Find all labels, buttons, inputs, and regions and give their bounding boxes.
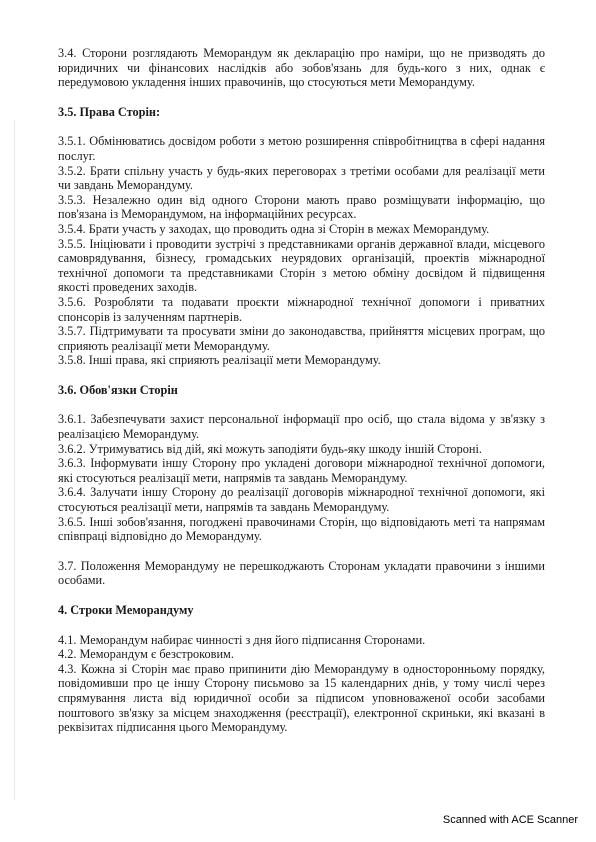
paragraph-3-5-3: 3.5.3. Незалежно один від одного Сторони мають право розміщувати інформацію, що пов'язана із Меморандумом, на інформаційних ресурсах. (58, 192, 545, 222)
paragraph-3-6-1: 3.6.1. Забезпечувати захист персональної інформації про осіб, що стала відома у зв'язку з реалізацією Меморандуму. (58, 412, 545, 442)
paragraph-3-5-2: 3.5.2. Брати спільну участь у будь-яких переговорах з третіми особами для реалізації мети чи завдань Меморандуму. (58, 163, 545, 193)
paragraph-3-6-2: 3.6.2. Утримуватись від дій, які можуть заподіяти будь-яку шкоду іншій Стороні. (58, 441, 482, 456)
paragraph-3-5-8: 3.5.8. Інші права, які сприяють реалізації мети Меморандуму. (58, 353, 381, 368)
paragraph-4-2: 4.2. Меморандум є безстроковим. (58, 647, 234, 662)
paragraph-3-7: 3.7. Положення Меморандуму не перешкоджають Сторонам укладати правочини з іншими особами. (58, 558, 545, 588)
scan-edge-line (14, 120, 15, 800)
paragraph-3-6-3: 3.6.3. Інформувати іншу Сторону про укладені договори міжнародної технічної допомоги, які стосуються реалізації мети, напрямів та завдань Меморандуму. (58, 456, 545, 485)
paragraph-3-6-4: 3.6.4. Залучати іншу Сторону до реалізації договорів міжнародної технічної допомоги, які стосуються реалізації мети, напрямів та завдань Меморандуму. (58, 485, 545, 515)
paragraph-3-6-5: 3.6.5. Інші зобов'язання, погоджені правочинами Сторін, що відповідають меті та напрямам співпраці відповідно до Меморандуму. (58, 514, 545, 544)
heading-3-5-rights: 3.5. Права Сторін: (58, 104, 161, 119)
paragraph-3-5-5: 3.5.5. Ініціювати і проводити зустрічі з представниками органів державної влади, місцевого самоврядування, бізнесу, громадських неурядових організацій, проектів міжнародної технічної допомоги та представниками Сторін з метою обміну досвідом й підвищення якості проведених заходів. (58, 236, 545, 295)
paragraph-4-1: 4.1. Меморандум набирає чинності з дня його підписання Сторонами. (58, 632, 426, 647)
paragraph-3-5-1: 3.5.1. Обмінюватись досвідом роботи з метою розширення співробітництва в сфері надання послуг. (58, 134, 545, 163)
paragraph-3-5-7: 3.5.7. Підтримувати та просувати зміни до законодавства, прийняття місцевих програм, що сприяють реалізації мети Меморандуму. (58, 324, 545, 353)
document-body (58, 46, 545, 735)
scanner-watermark: Scanned with ACE Scanner (442, 814, 578, 826)
paragraph-3-4: 3.4. Сторони розглядають Меморандум як декларацію про наміри, що не призводять до юридичних чи фінансових наслідків або зобов'язань для будь-кого з них, однак є передумовою укладення інших правочинів, що стосуються мети Меморандуму. (58, 46, 545, 90)
paragraph-4-3: 4.3. Кожна зі Сторін має право припинити дію Меморандуму в односторонньому порядку, повідомивши про це іншу Сторону письмово за 15 календарних днів, у тому числі через спрямування листа від юридичної особи за підписом уповноваженої особи засобами поштового зв'язку за місцем знаходження (реєстрації), електронної скриньки, які вказані в реквізитах підписання цього Меморандуму. (58, 661, 545, 735)
paragraph-3-5-6: 3.5.6. Розробляти та подавати проєкти міжнародної технічної допомоги і приватних спонсорів із залученням партнерів. (58, 294, 545, 324)
paragraph-3-5-4: 3.5.4. Брати участь у заходах, що проводить одна зі Сторін в межах Меморандуму. (58, 221, 490, 236)
heading-3-6-obligations: 3.6. Обов'язки Сторін (58, 382, 178, 397)
heading-4-terms: 4. Строки Меморандуму (58, 603, 194, 617)
